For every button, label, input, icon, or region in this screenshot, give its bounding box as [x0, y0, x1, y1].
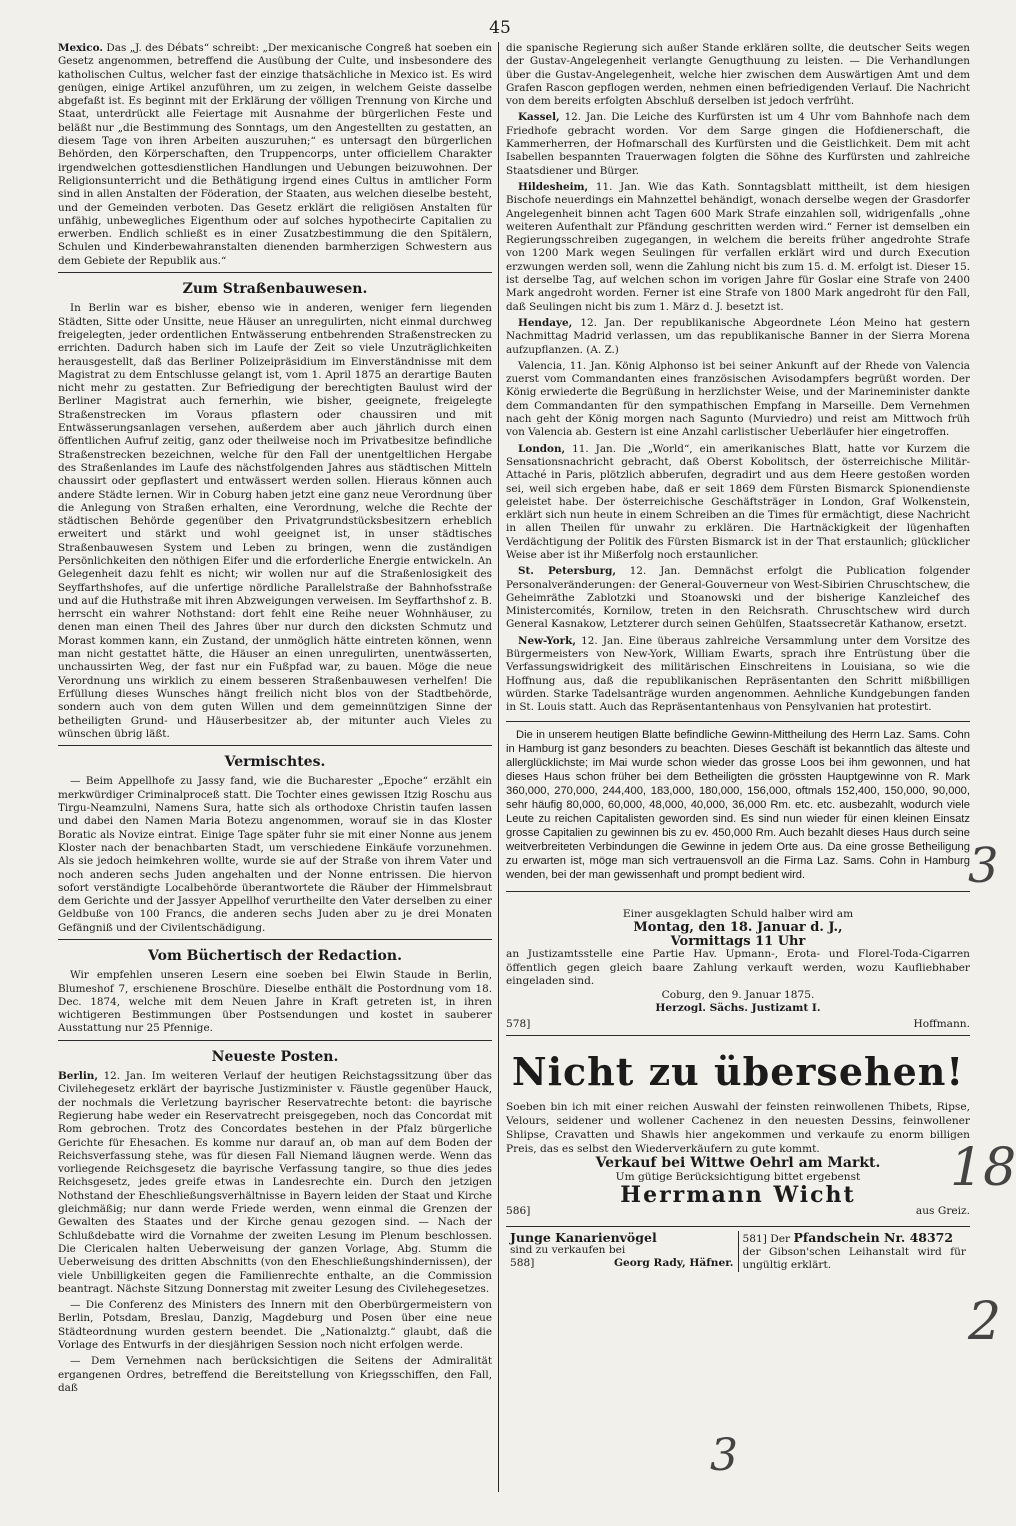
divider [58, 272, 492, 273]
page-number: 45 [489, 18, 511, 38]
auction-intro: Einer ausgeklagten Schuld halber wird am [622, 907, 854, 920]
petersburg-text: 12. Jan. Demnächst erfolgt die Publication folgender Personalveränderungen: der General-Gouverneur von West-Sibirien Chruschtschew, die Geheimräthe Zablotzki und Stoanowski und der bisherige Kanzleichef des Ministercomités, Kornilow, treten in den Reichsrath. Chruschtschew wird durch General Kasnakow, Letzterer durch seinen Gehülfen, Staatssecretär Kathanow, ersetzt. [506, 565, 970, 631]
auction-place-date: Coburg, den 9. Januar 1875. [661, 988, 815, 1001]
valencia-text: Valencia, 11. Jan. König Alphonso ist bei seiner Ankunft auf der Rhede von Valencia zuerst vom Commandanten eines französischen Avisodampfers begrüßt worden. Der König erwiederte die Begrüßung in herzlichster Weise, und der Marineminister dankte dem Commandanten für den sympathischen Empfang in Marseille. Dem Vernehmen nach geht der König morgen nach Sagunto (Murviedro) und reist am Mittwoch früh von Valencia ab. Gestern ist eine Anzahl carlistischer Ueberläufer hier eingetroffen. [506, 359, 970, 439]
auction-date: Montag, den 18. Januar d. J., [633, 920, 843, 936]
strassen-heading: Zum Straßenbauwesen. [182, 281, 368, 298]
handwritten-mark: 18 [950, 1138, 1016, 1198]
cohn-ad-text: Die in unserem heutigen Blatte befindliche Gewinn-Mittheilung des Herrn Laz. Sams. Cohn in Hamburg ist ganz besonders zu beachten. Dieses Geschäft ist bekanntlich das älteste und allerglücklichste; im Mai wurde schon wieder das grosse Loos bei ihm gewonnen, und hat dieses Haus schon früher bei dem Betheiligten die grössten Hauptgewinne von R. Mark 360,000, 270,000, 244,400, 183,000, 180,000, 156,000, oftmals 152,400, 150,000, 90,000, sehr häufig 80,000, 60,000, 48,000, 40,000, 36,000 Rm. etc. etc. ausbezahlt, wodurch viele Leute zu reichen Capitalisten geworden sind. Es sind nun wieder für einen kleinen Einsatz grosse Capitalien zu gewinnen bis zu ev. 450,000 Rm. Auch bezahlt dieses Haus durch seine weitverbreiteten Verbindungen die Gewinne in jedem Orte aus. Da eine grosse Betheiligung zu erwarten ist, möge man sich vertrauensvoll an die Firma Laz. Sams. Cohn in Hamburg wenden, bei der man gewissenhaft und prompt bedient wird. [506, 728, 970, 881]
london-place: London, [518, 442, 566, 455]
vermischtes-heading: Vermischtes. [224, 754, 326, 771]
auction-text: an Justizamtsstelle eine Partie Hav. Upmann-, Erota- und Florel-Toda-Cigarren öffentlich gegen gleich baare Zahlung verkauft werden, wozu Kaufliebhaber eingeladen sind. [506, 948, 970, 988]
nicht-heading: Nicht zu übersehen! [511, 1049, 965, 1095]
hildesheim-text: 11. Jan. Wie das Kath. Sonntagsblatt mittheilt, ist dem hiesigen Bischofe neuerdings ein Mahnzettel behändigt, wonach derselbe wegen der Grasdorfer Angelegenheit binnen acht Tagen 600 Mark Strafe einzahlen soll, widrigenfalls „ohne weiteren Aufenthalt zur Pfändung geschritten werden wird.“ Ferner ist demselben ein Regierungsschreiben zugegangen, in welchem die bereits früher angedrohte Strafe von 1200 Mark wegen Seulingen für verfallen erklärt wird und durch Execution erzwungen werden soll, wenn die Zahlung nicht bis zum 15. d. M. erfolgt ist. Dieser 15. ist derselbe Tag, auf welchen schon im vorigen Jahre für Goslar eine Strafe von 2400 Mark angedroht worden. Ferner ist eine Strafe von 1800 Mark angedroht für den Fall, daß Seulingen nicht bis zum 1. März d. J. besetzt ist. [506, 180, 970, 313]
handwritten-mark: 3 [710, 1430, 738, 1481]
wicht-sale: Verkauf bei Wittwe Oehrl am Markt. [595, 1155, 881, 1172]
petersburg-article [506, 565, 970, 631]
london-article [506, 443, 970, 563]
wicht-origin: aus Greiz. [915, 1205, 970, 1218]
mexico-article [58, 42, 492, 268]
hendaye-place: Hendaye, [518, 316, 573, 329]
pfand-number: 581] Der [742, 1233, 791, 1246]
divider [58, 1040, 492, 1041]
auction-time: Vormittags 11 Uhr [670, 933, 806, 949]
auction-notice [506, 908, 970, 1032]
mexico-place: Mexico. [58, 42, 103, 54]
berlin-text-3: — Dem Vernehmen nach berücksichtigen die Seitens der Admiralität ergangenen Ordres, betreffend die Bereitstellung von Kriegsschiffen, den Fall, daß [58, 1355, 492, 1394]
handwritten-mark: 3 [968, 838, 999, 894]
right-column [506, 42, 970, 1272]
wicht-name: Herrmann Wicht [620, 1182, 856, 1209]
auction-signature: Hoffmann. [913, 1017, 970, 1030]
strassen-text: In Berlin war es bisher, ebenso wie in anderen, weniger fern liegenden Städten, Sitte oder Unsitte, neue Häuser an unregulirten, nicht einmal durchweg freigelegten, jeder ordentlichen Entwässerung entbehrenden Straßenstrecken zu errichten. Dadurch haben sich im Laufe der Zeit so viele Unzuträglichkeiten herausgestellt, daß das Berliner Polizeipräsidium im Einverständnisse mit dem Magistrat zu dem Entschlusse gelangt ist, vom 1. April 1875 an derartige Bauten nicht mehr zu gestatten. Zur Befriedigung der berechtigten Baulust wird der Berliner Magistrat auch fernerhin, wie bisher, geeignete, freigelegte Straßenstrecken im Voraus pflastern oder chaussiren und mit Entwässerungsanlagen versehen, außerdem aber auch jährlich durch einen öffentlichen Aufruf zeitig, ganz oder theilweise noch im Privatbesitze befindliche Straßenstrecken bezeichnen, welche für den Fall der unentgeltlichen Hergabe des Straßenlandes im Laufe des nächstfolgenden Jahres aus städtischen Mitteln chaussirt oder gepflastert und entwässert werden sollen. Hieraus können auch andere Städte lernen. Wir in Coburg haben jetzt eine ganz neue Verordnung über die Anlegung von Straßen erhalten, eine Verordnung, welche die Rechte der städtischen Behörde gegenüber den Privatgrundstücksbesitzern erheblich erweitert und stärkt und wohl geeignet ist, in unser städtisches Straßenbauwesen System und Leben zu bringen, wenn die zuständigen Persönlichkeiten den nöthigen Eifer und die erforderliche Energie entwickeln. An Gelegenheit dazu fehlt es nicht; wir wollen nur auf die Straßenlosigkeit des Seyffarthshofes, auf die unfertige nördliche Parallelstraße der Bahnhofsstraße und auf die Huthstraße mit ihren Abzweigungen verweisen. Im Seyffarthshof z. B. herrscht ein wahrer Nothstand: dort fehlt eine Reihe neuer Wohnhäuser, zu denen man einen Theil des Jahres über nur durch den dicksten Schmutz und Morast kommen kann, ein Zustand, der unmöglich hätte eintreten können, wenn man nicht gestattet hätte, die Häuser an einen unregulirten, unentwässerten, unchaussirten Weg, der fast nur ein Fußpfad war, zu bauen. Möge die neue Verordnung uns wirklich zu einem besseren Straßenbauwesen verhelfen! Die Erfüllung dieses Wunsches hängt freilich nicht blos von der Stadtbehörde, sondern auch von dem guten Willen und dem gemeinnützigen Sinne der betheiligten Grund- und Häuserbesitzer ab, der mitunter auch Vieles zu wünschen übrig läßt. [58, 302, 492, 740]
pfandschein-ad [739, 1231, 971, 1272]
column-divider [498, 42, 499, 1492]
divider [58, 745, 492, 746]
wicht-request: Um gütige Berücksichtigung bittet ergebenst [615, 1171, 861, 1184]
buecher-text: Wir empfehlen unseren Lesern eine soeben bei Elwin Staude in Berlin, Blumeshof 7, erschienene Broschüre. Dieselbe enthält die Postordnung vom 18. Dec. 1874, welche mit dem Neuen Jahre in Kraft getreten ist, in ihren wichtigeren Bestimmungen über Postsendungen und kostet in sauberer Ausstattung nur 25 Pfennige. [58, 969, 492, 1035]
auction-number: 578] [506, 1017, 531, 1030]
neueste-heading: Neueste Posten. [211, 1048, 339, 1065]
newyork-place: New-York, [518, 634, 576, 647]
wicht-advertisement [506, 1100, 970, 1218]
hildesheim-place: Hildesheim, [518, 180, 589, 193]
berlin-article [58, 1070, 492, 1296]
wicht-number: 586] [506, 1205, 531, 1218]
kanarien-seller: Georg Rady, Häfner. [613, 1257, 734, 1270]
petersburg-place: St. Petersburg, [518, 565, 617, 578]
small-ads-row [506, 1226, 970, 1272]
hendaye-text: 12. Jan. Der republikanische Abgeordnete Léon Meino hat gestern Nachmittag Madrid verlassen, um das republikanische Banner in der Sierra Morena aufzupflanzen. (A. Z.) [506, 316, 970, 356]
hendaye-article [506, 317, 970, 357]
berlin-text: 12. Jan. Im weiteren Verlauf der heutigen Reichstagssitzung über das Civilehegesetz erklärt der bayrische Justizminister v. Fäustle gegenüber Hauck, der nochmals die Verletzung bayrischer Reservatrechte betont: die bayrische Regierung habe weder ein Reservatrecht preisgegeben, noch das Concordat mit Rom gebrochen. Trotz des Concordates bestehen in der Pfalz bürgerliche Gerichte für Ehesachen. Es komme nur darauf an, ob man auf dem Boden der Reichsverfassung stehe, was für diesen Fall Niemand läugnen werde. Wenn das vorliegende Reichsgesetz die bayrische Verfassung tangire, so thue dies jedes Reichsgesetz, jedes greife etwas in Landesrechte ein. Durch den jetzigen Nothstand der Eheschließungsverhältnisse in Bayern leiden der Staat und Kirche gleichmäßig; nur dann werde Friede werden, wenn einmal die Grenzen der Gewalten des Staates und der Kirche genau gezogen sind. — Nach der Schlußdebatte wird die Vornahme der zweiten Lesung im Plenum beschlossen. Die Clericalen halten Ueberweisung der ganzen Vorlage, Abg. Stumm die Ueberweisung des dritten Abschnitts (von den Eheschließungshindernissen), der viele Unbilligkeiten gegen die Familienrechte enthalte, an die Commission beantragt. Nächste Sitzung Donnerstag mit zweiter Lesung des Civilehegesetzes. [58, 1070, 492, 1295]
berlin-text-2: — Die Conferenz des Ministers des Innern mit den Oberbürgermeistern von Berlin, Potsdam, Breslau, Danzig, Magdeburg und Posen über eine neue Städteordnung wurden gestern beendet. Die „Nationalztg.“ glaubt, daß die Vorlage des Entwurfs in der diesjährigen Session noch nicht erfolgen werde. [58, 1299, 492, 1352]
buecher-heading: Vom Büchertisch der Redaction. [148, 948, 402, 964]
kanarien-title: Junge Kanarienvögel [510, 1230, 657, 1246]
berlin-place: Berlin, [58, 1070, 98, 1083]
vermischtes-text: — Beim Appellhofe zu Jassy fand, wie die Bucharester „Epoche“ erzählt ein merkwürdiger Criminalproceß statt. Die Tochter eines gewissen Itzig Roschu aus Tirgu-Neamzulni, Namens Sura, hatte sich als orthodoxe Christin taufen lassen und dabei den Namen Maria Botezu angenommen, worauf sie in das Kloster Boratic als Novize eintrat. Einige Tage später fuhr sie mit einer Nonne aus jenem Kloster nach der benachbarten Stadt, um verschiedene Einkäufe vorzunehmen. Als sie jedoch heimkehren wollte, wurde sie auf der Straße von ihrem Vater und noch anderen sechs Juden angehalten und der Nonne entrissen. Die hiervon sofort verständigte Localbehörde überantwortete die Räuber der Himmelsbraut dem Gerichte und der Jassyer Appellhof verurtheilte den Vater derselben zu einer Geldbuße von 100 Francs, die anderen sechs Juden aber zu je drei Monaten Gefängniß und der Civilentschädigung. [58, 775, 492, 934]
mexico-text: Das „J. des Débats“ schreibt: „Der mexicanische Congreß hat soeben ein Gesetz angenommen, betreffend die Ausübung der Culte, und insbesondere des katholischen Cultus, welcher fast der einzige thatsächliche in Mexico ist. Es wird genügen, einige Artikel anzuführen, um zu zeigen, in welchem Geiste dasselbe abgefaßt ist. Es beginnt mit der Erklärung der völligen Trennung von Kirche und Staat, unterdrückt alle Feiertage mit Ausnahme der bürgerlichen Feste und beläßt nur „die Bestimmung des Sonntags, um den Angestellten zu gestatten, an diesem Tage von ihren Arbeiten auszuruhen;“ es untersagt den bürgerlichen Behörden, den Körperschaften, den Truppencorps, unter officiellem Charakter irgendwelchen gottesdienstlichen Handlungen und Uebungen beizuwohnen. Der Religionsunterricht und die Bethätigung irgend eines Cultus in amtlicher Form sind in allen Anstalten der Föderation, der Staaten, aus welchen dieselbe besteht, und der Gemeinden verboten. Das Gesetz erklärt die religiösen Anstalten für unfähig, unbewegliches Eigenthum oder auf solches hypothecirte Capitalien zu erwerben. Endlich schließt es in einer Zusatzbestimmung die den Spitälern, Schulen und Kinderbewahranstalten dienenden barmherzigen Schwestern aus dem Gebiete der Republik aus.“ [58, 42, 492, 267]
kanarien-ad [506, 1231, 738, 1272]
kanarien-text: sind zu verkaufen bei [510, 1244, 626, 1257]
left-column [58, 42, 492, 1398]
newyork-text: 12. Jan. Eine überaus zahlreiche Versammlung unter dem Vorsitze des Bürgermeisters von New-York, William Ewarts, sprach ihre Entrüstung über die Verfassungswidrigkeit des militärischen Einschreitens in Louisiana, so wie die Hoffnung aus, daß die republikanischen Repräsentanten den Schritt mißbilligen würden. Starke Tadelsanträge wurden angenommen. Aehnliche Kundgebungen fanden in St. Louis statt. Auch das Repräsentantenhaus von Pensylvanien hat protestirt. [506, 634, 970, 714]
divider [58, 939, 492, 940]
kanarien-number: 588] [510, 1257, 535, 1270]
auction-authority: Herzogl. Sächs. Justizamt I. [655, 1002, 821, 1015]
kassel-article [506, 111, 970, 177]
kassel-place: Kassel, [518, 111, 560, 124]
handwritten-mark: 2 [968, 1292, 1002, 1352]
continuation-text: die spanische Regierung sich außer Stande erklären sollte, die deutscher Seits wegen der Gustav-Angelegenheit verlangte Genugthuung zu leisten. — Die Verhandlungen über die Gustav-Angelegenheit, welche hier zwischen dem Auswärtigen Amt und dem Grafen Rascon gepflogen werden, nehmen einen befriedigenden Verlauf. Die Nachricht von dem bereits erfolgten Abschluß derselben ist jedoch verfrüht. [506, 42, 970, 108]
cohn-advertisement [506, 721, 970, 892]
divider [506, 1035, 970, 1036]
london-text: 11. Jan. Die „World“, ein amerikanisches Blatt, hatte vor Kurzem die Sensationsnachricht gebracht, daß Oberst Kobolitsch, der österreichische Militär-Attaché in Paris, plötzlich abberufen, degradirt und aus dem Heere gestoßen worden sei, weil sich ergeben habe, daß er seit 1869 dem Fürsten Bismarck Spionendienste geleistet habe. Der österreichische Geschäftsträger in London, Graf Wolkenstein, erklärt sich nun heute in einem Schreiben an die Times für ermächtigt, diese Nachricht in allen Theilen für unwahr zu erklären. Die Hartnäckigkeit der lügenhaften Verdächtigung der Politik des Fürsten Bismarck ist in der That erstaunlich; glücklicher Weise aber ist ihr Mißerfolg noch erstaunlicher. [506, 442, 970, 561]
auction-footer [506, 1018, 970, 1032]
kassel-text: 12. Jan. Die Leiche des Kurfürsten ist um 4 Uhr vom Bahnhofe nach dem Friedhofe gebracht worden. Vor dem Sarge gingen die Hofdienerschaft, die Kammerherren, der Hofmarschall des Kurfürsten und die Geistlichkeit. Dem mit acht Isabellen bespannten Trauerwagen folgten die Söhne des Kurfürsten und zahlreiche Staatsdiener und Bürger. [506, 111, 970, 177]
newyork-article [506, 635, 970, 715]
hildesheim-article [506, 181, 970, 314]
wicht-text: Soeben bin ich mit einer reichen Auswahl der feinsten reinwollenen Thibets, Ripse, Velours, seidener und wollener Cachenez in den neuesten Dessins, feinwollener Shlipse, Cravatten und Shawls hier angekommen und verkaufe zu enorm billigen Preis, das es selbst den Wiederverkäufern zu gute kommt. [506, 1101, 970, 1156]
pfand-title: Pfandschein Nr. 48372 [793, 1230, 954, 1246]
kanarien-footer [510, 1257, 734, 1270]
pfand-text: der Gibson'schen Leihanstalt wird für ungültig erklärt. [742, 1246, 966, 1272]
